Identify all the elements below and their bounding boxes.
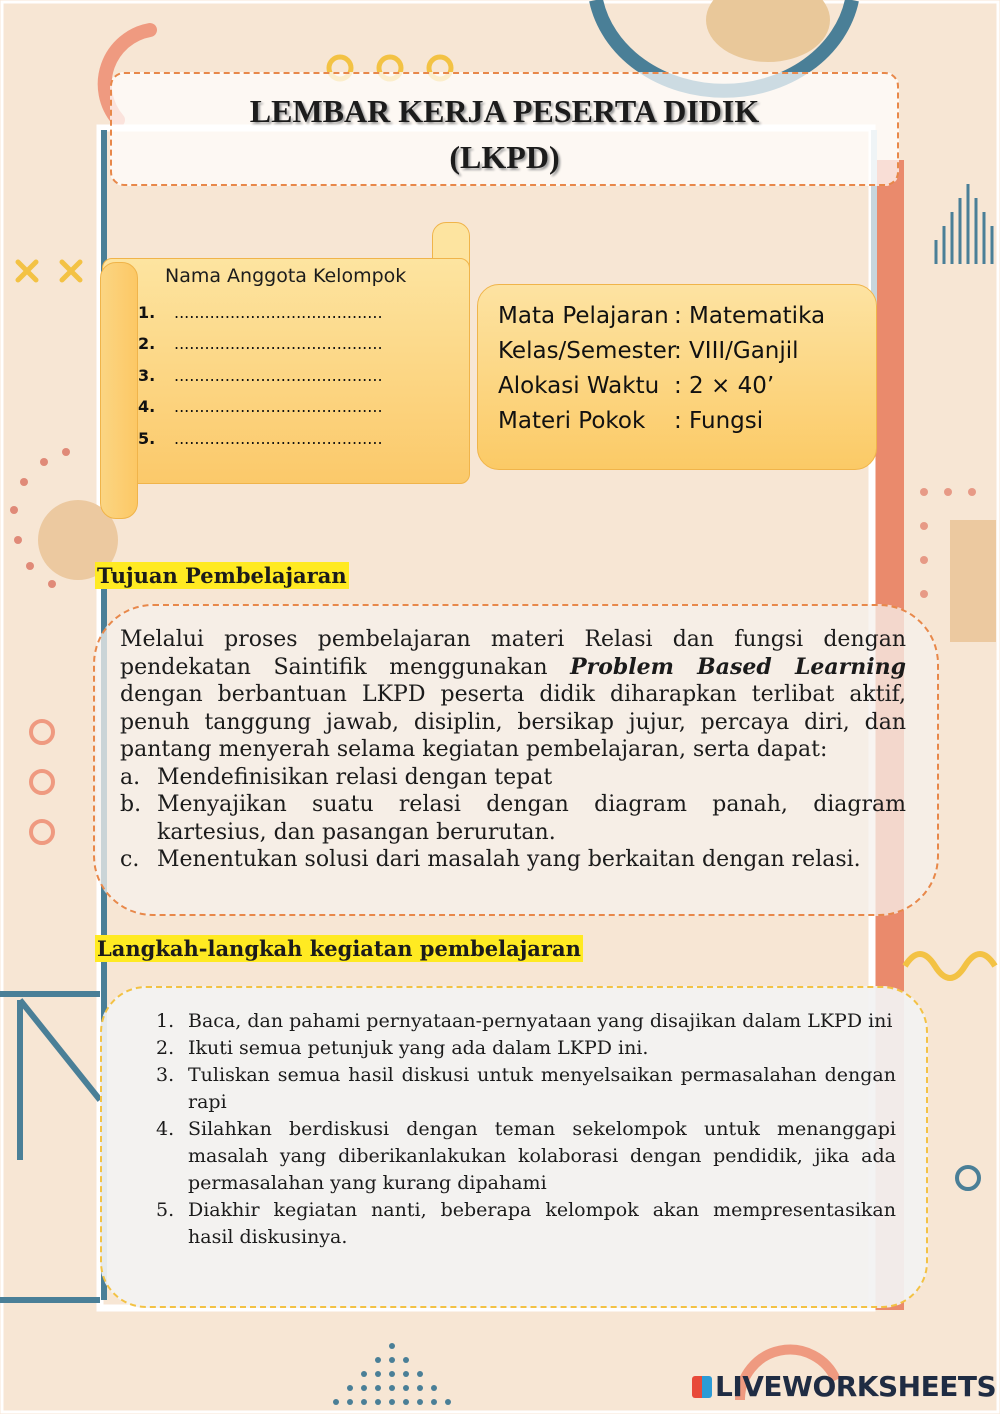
info-value: : 2 × 40’ bbox=[674, 373, 775, 399]
liveworksheets-logo[interactable] bbox=[692, 1370, 996, 1403]
member-row[interactable] bbox=[138, 303, 383, 322]
info-value: : VIII/Ganjil bbox=[674, 338, 799, 364]
member-row[interactable] bbox=[138, 366, 383, 385]
liveworksheets-logo-icon bbox=[692, 1376, 712, 1398]
steps-heading bbox=[95, 936, 583, 961]
info-value: : Matematika bbox=[674, 303, 826, 329]
member-row[interactable] bbox=[138, 334, 383, 353]
objective-text: Mendefinisikan relasi dengan tepat bbox=[157, 764, 553, 790]
objective-item bbox=[120, 791, 906, 846]
objective-text: Menyajikan suatu relasi dengan diagram panah, diagram kartesius, dan pasangan berurutan. bbox=[157, 792, 906, 845]
member-number: 4. bbox=[138, 397, 156, 416]
intro-emphasis: Problem Based Learning bbox=[570, 653, 906, 680]
step-text: Baca, dan pahami pernyataan-pernyataan yang disajikan dalam LKPD ini bbox=[188, 1010, 893, 1032]
objectives-heading bbox=[95, 563, 349, 588]
scroll-roll bbox=[100, 262, 138, 519]
member-row[interactable] bbox=[138, 397, 383, 416]
objective-marker: a. bbox=[120, 764, 141, 790]
info-label: Alokasi Waktu bbox=[498, 373, 660, 399]
objective-marker: b. bbox=[120, 792, 142, 817]
objectives-list bbox=[120, 764, 906, 874]
page-title: LEMBAR KERJA PESERTA DIDIK bbox=[249, 93, 760, 129]
steps-list bbox=[156, 1008, 896, 1251]
objectives-text bbox=[120, 626, 906, 874]
info-value: : Fungsi bbox=[674, 408, 764, 434]
step-text: Diakhir kegiatan nanti, beberapa kelompok akan mempresentasikan hasil diskusinya. bbox=[188, 1199, 896, 1248]
step-item bbox=[156, 1008, 896, 1035]
step-item bbox=[156, 1197, 896, 1251]
step-text: Ikuti semua petunjuk yang ada dalam LKPD ini. bbox=[188, 1037, 649, 1059]
member-blank[interactable]: ......................................... bbox=[174, 397, 383, 416]
info-row-topic bbox=[498, 408, 763, 434]
info-row-class bbox=[498, 338, 799, 364]
step-marker: 5. bbox=[156, 1199, 175, 1221]
step-marker: 3. bbox=[156, 1064, 175, 1086]
member-row[interactable] bbox=[138, 429, 383, 448]
member-number: 5. bbox=[138, 429, 156, 448]
step-item bbox=[156, 1062, 896, 1116]
member-blank[interactable]: ......................................... bbox=[174, 334, 383, 353]
info-row-time bbox=[498, 373, 774, 399]
info-label: Materi Pokok bbox=[498, 408, 646, 434]
info-label: Kelas/Semester bbox=[498, 338, 677, 364]
brand-name: LIVEWORKSHEETS bbox=[715, 1370, 997, 1403]
page-subtitle: (LKPD) bbox=[449, 139, 560, 175]
step-marker: 1. bbox=[156, 1010, 175, 1032]
objective-text: Menentukan solusi dari masalah yang berkaitan dengan relasi. bbox=[157, 847, 861, 872]
title-banner bbox=[110, 72, 899, 186]
objective-marker: c. bbox=[120, 847, 140, 872]
step-text: Silahkan berdiskusi dengan teman sekelompok untuk menanggapi masalah yang diberikanlakukan kolaborasi dengan pendidik, jika ada permasalahan yang kurang dipahami bbox=[188, 1118, 896, 1194]
step-text: Tuliskan semua hasil diskusi untuk menyelsaikan permasalahan dengan rapi bbox=[188, 1064, 896, 1113]
member-blank[interactable]: ......................................... bbox=[174, 303, 383, 322]
objectives-heading-text: Tujuan Pembelajaran bbox=[97, 563, 347, 588]
step-marker: 2. bbox=[156, 1037, 175, 1059]
member-number: 3. bbox=[138, 366, 156, 385]
intro-text: Melalui proses pembelajaran materi Relasi dan fungsi dengan pendekatan Saintifik menggunakan bbox=[120, 627, 906, 680]
member-blank[interactable]: ......................................... bbox=[174, 366, 383, 385]
info-label: Mata Pelajaran bbox=[498, 303, 669, 329]
group-members-title: Nama Anggota Kelompok bbox=[165, 265, 407, 287]
objective-item bbox=[120, 764, 906, 792]
info-row-subject bbox=[498, 303, 825, 329]
objective-item bbox=[120, 846, 906, 874]
member-blank[interactable]: ......................................... bbox=[174, 429, 383, 448]
objectives-intro bbox=[120, 626, 906, 764]
step-item bbox=[156, 1035, 896, 1062]
step-marker: 4. bbox=[156, 1118, 175, 1140]
member-number: 2. bbox=[138, 334, 156, 353]
steps-heading-text: Langkah-langkah kegiatan pembelajaran bbox=[97, 936, 581, 961]
intro-text-end: dengan berbantuan LKPD peserta didik diharapkan terlibat aktif, penuh tanggung jawab, disiplin, bersikap jujur, percaya diri, dan pantang menyerah selama kegiatan pembelajaran, serta dapat: bbox=[120, 682, 906, 762]
member-number: 1. bbox=[138, 303, 156, 322]
step-item bbox=[156, 1116, 896, 1197]
